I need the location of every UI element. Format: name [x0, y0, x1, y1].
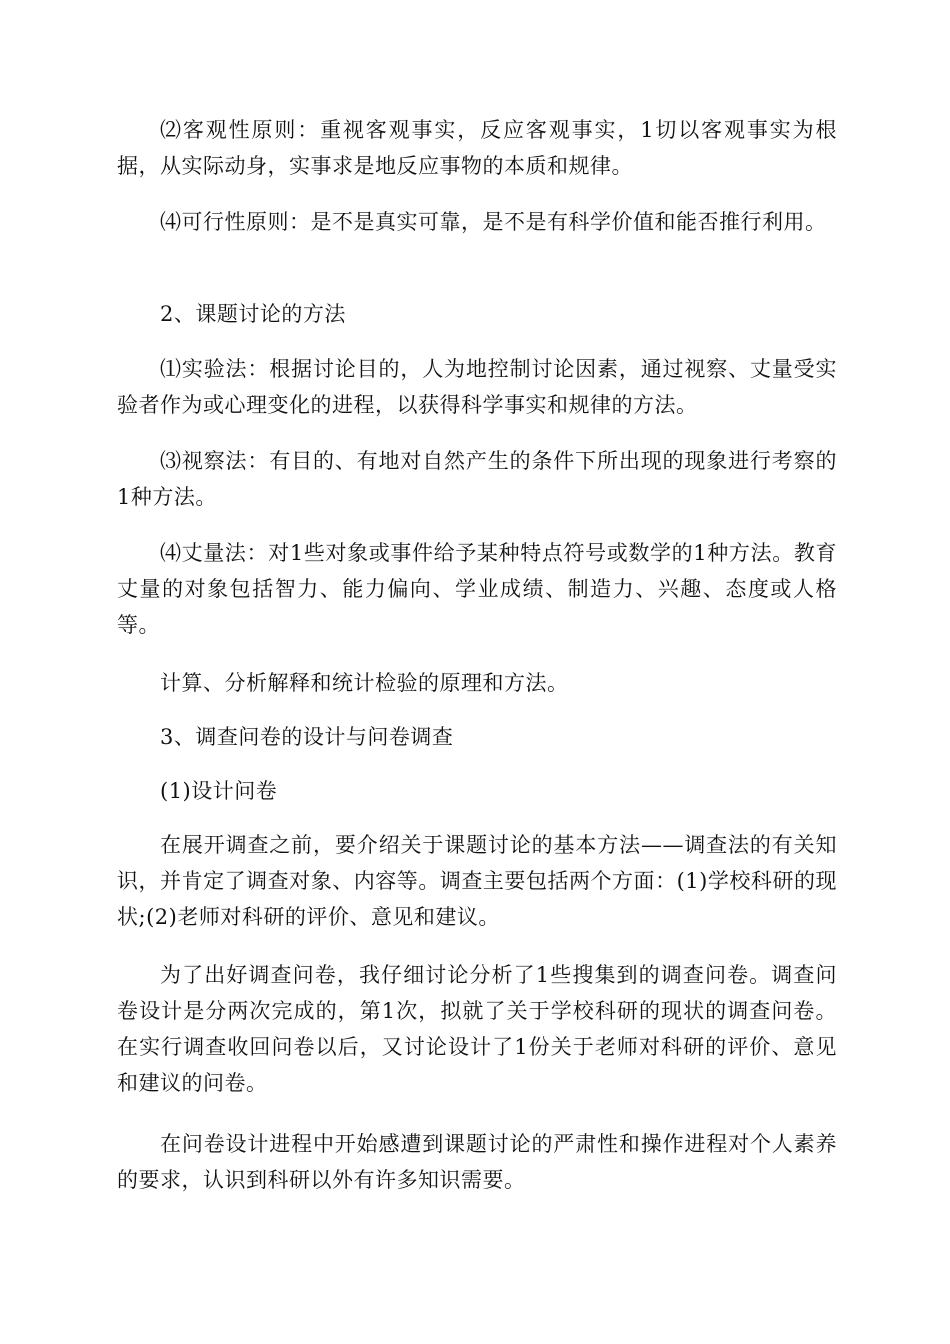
paragraph-survey-intro: 在展开调查之前，要介绍关于课题讨论的基本方法——调查法的有关知识，并肯定了调查对象、内容等。调查主要包括两个方面：(1)学校科研的现状;(2)老师对科研的评价、意见和建议。 [117, 833, 837, 929]
section-heading-questionnaire: 3、调查问卷的设计与问卷调查 [160, 725, 454, 749]
paragraph-measurement-method: ⑷丈量法：对1些对象或事件给予某种特点符号或数学的1种方法。教育丈量的对象包括智力、能力偏向、学业成绩、制造力、兴趣、态度或人格等。 [117, 541, 837, 637]
section-heading-research-methods: 2、课题讨论的方法 [160, 302, 346, 326]
paragraph-observation-method: ⑶视察法：有目的、有地对自然产生的条件下所出现的现象进行考察的1种方法。 [117, 449, 837, 509]
paragraph-statistics: 计算、分析解释和统计检验的原理和方法。 [160, 671, 569, 695]
paragraph-questionnaire-design: 为了出好调查问卷，我仔细讨论分析了1些搜集到的调查问卷。调查问卷设计是分两次完成的，第1次，拟就了关于学校科研的现状的调查问卷。在实行调查收回问卷以后，又讨论设计了1份关于老师对科研的评价、意见和建议的问卷。 [117, 963, 837, 1095]
paragraph-objectivity-principle: ⑵客观性原则：重视客观事实，反应客观事实，1切以客观事实为根据，从实际动身，实事求是地反应事物的本质和规律。 [117, 118, 837, 178]
paragraph-experiment-method: ⑴实验法：根据讨论目的，人为地控制讨论因素，通过视察、丈量受实验者作为或心理变化的进程，以获得科学事实和规律的方法。 [117, 357, 837, 417]
paragraph-reflection: 在问卷设计进程中开始感遭到课题讨论的严肃性和操作进程对个人素养的要求，认识到科研以外有许多知识需要。 [117, 1132, 837, 1192]
subheading-design-questionnaire: (1)设计问卷 [160, 779, 278, 803]
paragraph-feasibility-principle: ⑷可行性原则：是不是真实可靠，是不是有科学价值和能否推行利用。 [160, 210, 827, 234]
